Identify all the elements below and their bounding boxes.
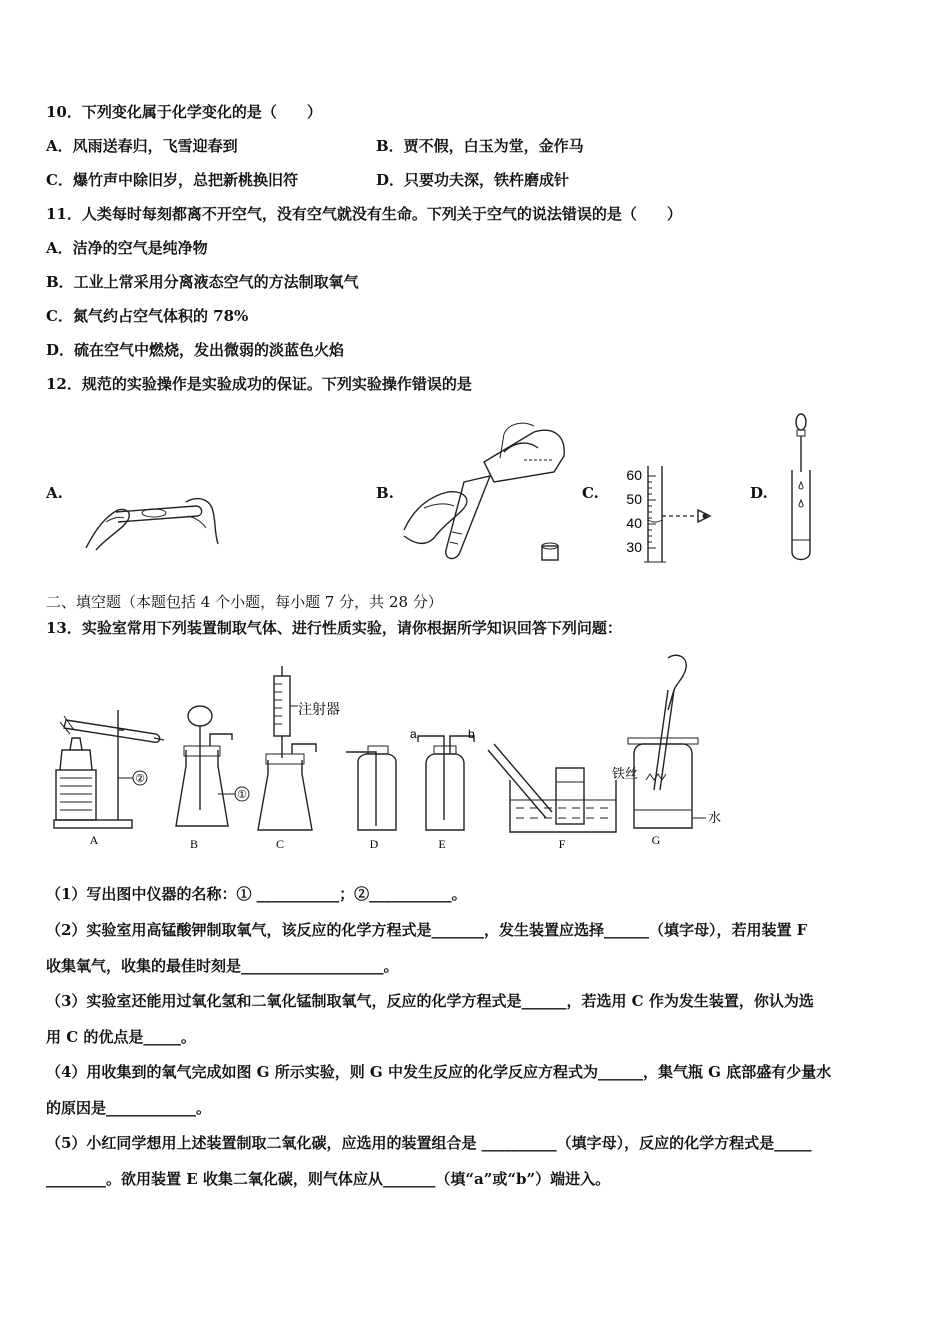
section-2-heading: 二、填空题（本题包括 4 个小题，每小题 7 分，共 28 分） (46, 593, 443, 611)
apparatus-c (258, 666, 316, 830)
q10-stem: 10．下列变化属于化学变化的是（ ） (46, 103, 322, 121)
q13-part-1: （1）写出图中仪器的名称：① ___________；②___________。 (46, 885, 467, 903)
apparatus-d (346, 746, 396, 830)
cylinder-tick-40: 40 (626, 515, 642, 531)
apparatus-label-f: F (558, 837, 566, 851)
q13-part-4-line-1: （4）用收集到的氧气完成如图 G 所示实验，则 G 中发生反应的化学反应方程式为______，集气瓶 G 底部盛有少量水 (46, 1063, 832, 1081)
marker-2: ② (135, 773, 145, 785)
cylinder-tick-60: 60 (626, 467, 642, 483)
apparatus-label-b: B (189, 837, 199, 851)
q12-a-heating-tube-illustration (76, 488, 226, 558)
apparatus-label-d: D (369, 837, 379, 851)
q11-option-a: A．洁净的空气是纯净物 (46, 239, 208, 257)
apparatus-label-a: A (89, 833, 99, 847)
q12-label-d: D. (750, 484, 768, 502)
q13-part-3-line-2: 用 C 的优点是_____。 (46, 1028, 196, 1046)
e-port-a: a (410, 727, 417, 741)
q13-part-2-line-1: （2）实验室用高锰酸钾制取氧气，该反应的化学方程式是_______，发生装置应选择______（填字母），若用装置 F (46, 921, 808, 939)
q12-label-b: B. (376, 484, 394, 502)
apparatus-g (628, 655, 706, 828)
iron-wire-label: 铁丝 (612, 766, 639, 781)
apparatus-label-g: G (651, 833, 661, 847)
q13-part-5-line-2: ________。欲用装置 E 收集二氧化碳，则气体应从_______（填“a”或“b”）端进入。 (46, 1170, 611, 1188)
apparatus-label-e: E (438, 837, 446, 851)
marker-1: ① (237, 789, 247, 801)
water-label: 水 (708, 810, 722, 825)
q12-label-c: C. (582, 484, 599, 502)
q12-d-dropper-illustration (786, 412, 826, 562)
e-port-b: b (468, 727, 475, 741)
apparatus-label-c: C (275, 837, 285, 851)
q13-apparatus-diagram (46, 650, 722, 851)
q11-stem: 11．人类每时每刻都离不开空气，没有空气就没有生命。下列关于空气的说法错误的是（ ） (46, 205, 682, 223)
q11-option-b: B．工业上常采用分离液态空气的方法制取氧气 (46, 273, 359, 291)
apparatus-f (488, 744, 616, 832)
apparatus-a (54, 710, 164, 828)
q10-option-b: B．贾不假，白玉为堂，金作马 (376, 137, 584, 155)
q12-label-a: A. (46, 484, 63, 502)
q13-part-3-line-1: （3）实验室还能用过氧化氢和二氧化锰制取氧气，反应的化学方程式是______，若选用 C 作为发生装置，你认为选 (46, 992, 814, 1010)
q11-option-c: C．氮气约占空气体积的 78% (46, 307, 249, 325)
cylinder-tick-30: 30 (626, 539, 642, 555)
q10-option-d: D．只要功夫深，铁杵磨成针 (376, 171, 570, 189)
q13-part-2-line-2: 收集氧气，收集的最佳时刻是___________________。 (46, 957, 399, 975)
q10-option-c: C．爆竹声中除旧岁，总把新桃换旧符 (46, 171, 298, 189)
cylinder-tick-50: 50 (626, 491, 642, 507)
q11-option-d: D．硫在空气中燃烧，发出微弱的淡蓝色火焰 (46, 341, 345, 359)
q12-b-pouring-liquid-illustration (404, 412, 574, 568)
q12-c-cylinder-reading-illustration (606, 462, 726, 566)
q13-part-4-line-2: 的原因是____________。 (46, 1099, 212, 1117)
q13-part-5-line-1: （5）小红同学想用上述装置制取二氧化碳，应选用的装置组合是 __________（填字母），反应的化学方程式是_____ (46, 1134, 812, 1152)
syringe-label: 注射器 (298, 701, 340, 717)
apparatus-e (418, 736, 474, 830)
q13-stem: 13．实验室常用下列装置制取气体、进行性质实验，请你根据所学知识回答下列问题： (46, 619, 622, 637)
q10-option-a: A．风雨送春归，飞雪迎春到 (46, 137, 238, 155)
apparatus-b (176, 706, 249, 826)
q12-stem: 12．规范的实验操作是实验成功的保证。下列实验操作错误的是 (46, 375, 472, 393)
